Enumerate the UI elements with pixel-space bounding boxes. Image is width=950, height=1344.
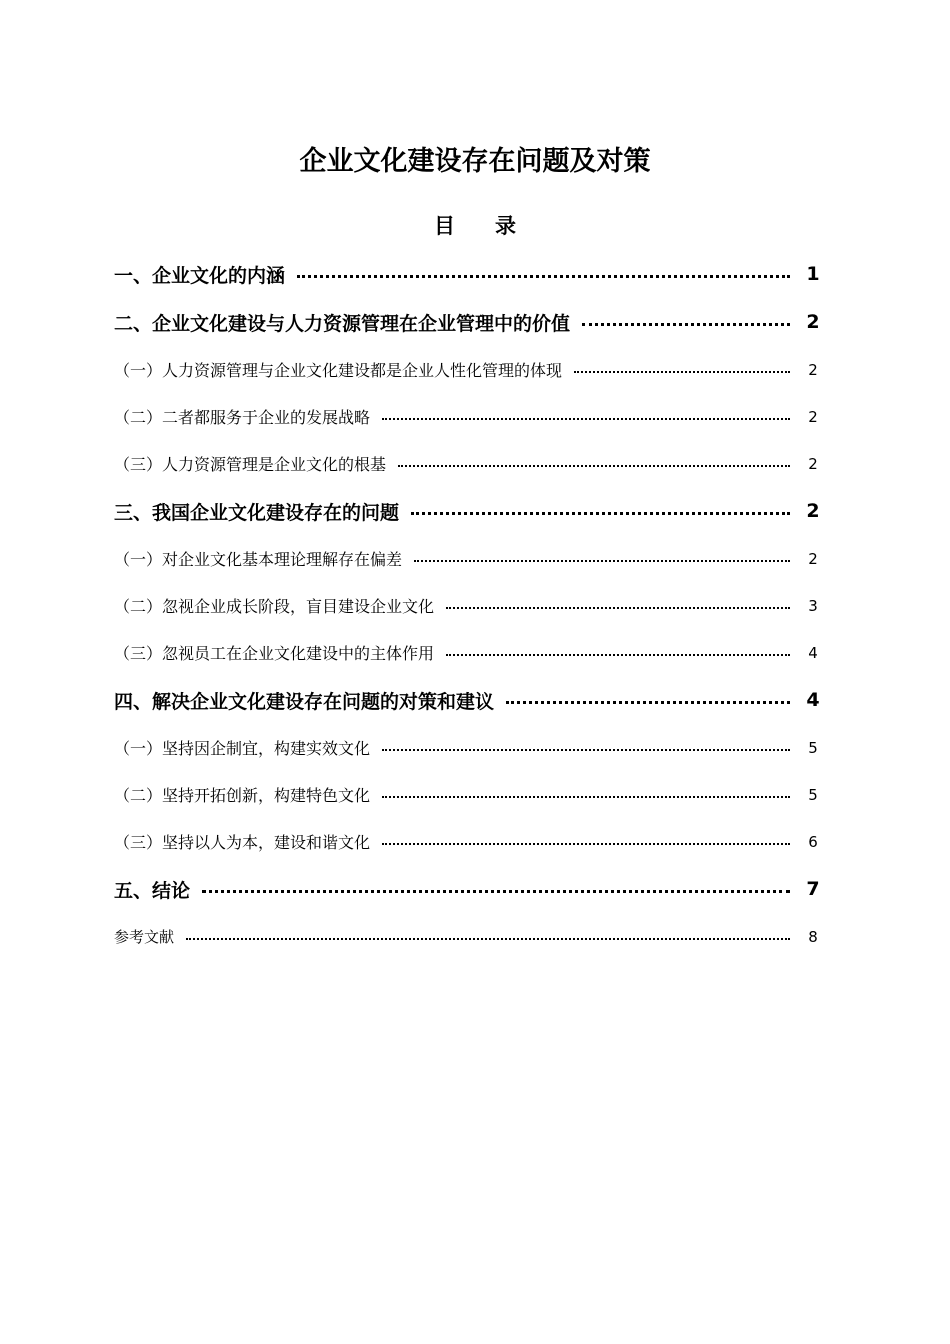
table-of-contents xyxy=(114,250,824,960)
toc-leader-dots xyxy=(506,701,790,704)
toc-page-number: 2 xyxy=(808,407,818,426)
toc-page-number: 4 xyxy=(808,643,818,662)
toc-entry-2-1[interactable] xyxy=(114,346,824,393)
toc-page-number: 1 xyxy=(806,263,820,285)
toc-entry-text: （一）人力资源管理与企业文化建设都是企业人性化管理的体现 xyxy=(114,361,563,380)
toc-leader-dots xyxy=(202,890,790,893)
toc-entry-2-3[interactable] xyxy=(114,440,824,487)
toc-entry-references[interactable] xyxy=(114,913,824,960)
toc-entry-text: 一、企业文化的内涵 xyxy=(114,264,286,287)
toc-leader-dots xyxy=(574,371,790,373)
toc-page-number: 5 xyxy=(808,785,818,804)
toc-leader-dots xyxy=(398,465,790,467)
toc-entry-text: （一）对企业文化基本理论理解存在偏差 xyxy=(114,550,403,569)
toc-page-number: 2 xyxy=(808,549,818,568)
toc-leader-dots xyxy=(297,275,790,278)
toc-page-number: 6 xyxy=(808,832,818,851)
toc-leader-dots xyxy=(382,418,790,420)
toc-entry-text: （二）二者都服务于企业的发展战略 xyxy=(114,408,371,427)
toc-entry-text: （三）忽视员工在企业文化建设中的主体作用 xyxy=(114,644,435,663)
toc-entry-5[interactable] xyxy=(114,865,824,913)
toc-page-number: 5 xyxy=(808,738,818,757)
toc-entry-text: 参考文献 xyxy=(114,928,175,946)
toc-page-number: 4 xyxy=(806,689,820,711)
toc-page-number: 2 xyxy=(806,311,820,333)
toc-leader-dots xyxy=(414,560,790,562)
document-title: 企业文化建设存在问题及对策 xyxy=(299,146,651,177)
toc-entry-text: （二）忽视企业成长阶段，盲目建设企业文化 xyxy=(114,597,435,616)
toc-entry-4-1[interactable] xyxy=(114,724,824,771)
toc-entry-3[interactable] xyxy=(114,487,824,535)
toc-entry-3-1[interactable] xyxy=(114,535,824,582)
toc-entry-text: 三、我国企业文化建设存在的问题 xyxy=(114,501,400,524)
toc-page-number: 2 xyxy=(808,454,818,473)
toc-leader-dots xyxy=(446,607,790,609)
toc-entry-text: 二、企业文化建设与人力资源管理在企业管理中的价值 xyxy=(114,312,571,335)
toc-leader-dots xyxy=(411,512,790,515)
toc-leader-dots xyxy=(382,796,790,798)
toc-entry-2[interactable] xyxy=(114,298,824,346)
toc-page-number: 2 xyxy=(808,360,818,379)
toc-leader-dots xyxy=(582,323,790,326)
toc-entry-4[interactable] xyxy=(114,676,824,724)
toc-leader-dots xyxy=(382,843,790,845)
toc-entry-3-3[interactable] xyxy=(114,629,824,676)
toc-entry-text: 五、结论 xyxy=(114,879,191,902)
toc-leader-dots xyxy=(446,654,790,656)
toc-leader-dots xyxy=(186,938,790,940)
toc-entry-text: （三）坚持以人为本，建设和谐文化 xyxy=(114,833,371,852)
toc-entry-text: （二）坚持开拓创新，构建特色文化 xyxy=(114,786,371,805)
toc-heading: 目录 xyxy=(434,214,556,238)
toc-page-number: 7 xyxy=(806,878,820,900)
toc-entry-3-2[interactable] xyxy=(114,582,824,629)
toc-entry-1[interactable] xyxy=(114,250,824,298)
toc-entry-2-2[interactable] xyxy=(114,393,824,440)
toc-entry-text: 四、解决企业文化建设存在问题的对策和建议 xyxy=(114,690,495,713)
toc-entry-text: （三）人力资源管理是企业文化的根基 xyxy=(114,455,387,474)
toc-entry-4-3[interactable] xyxy=(114,818,824,865)
toc-page-number: 8 xyxy=(808,927,818,946)
toc-page-number: 2 xyxy=(806,500,820,522)
toc-leader-dots xyxy=(382,749,790,751)
toc-entry-4-2[interactable] xyxy=(114,771,824,818)
toc-entry-text: （一）坚持因企制宜，构建实效文化 xyxy=(114,739,371,758)
toc-page-number: 3 xyxy=(808,596,818,615)
